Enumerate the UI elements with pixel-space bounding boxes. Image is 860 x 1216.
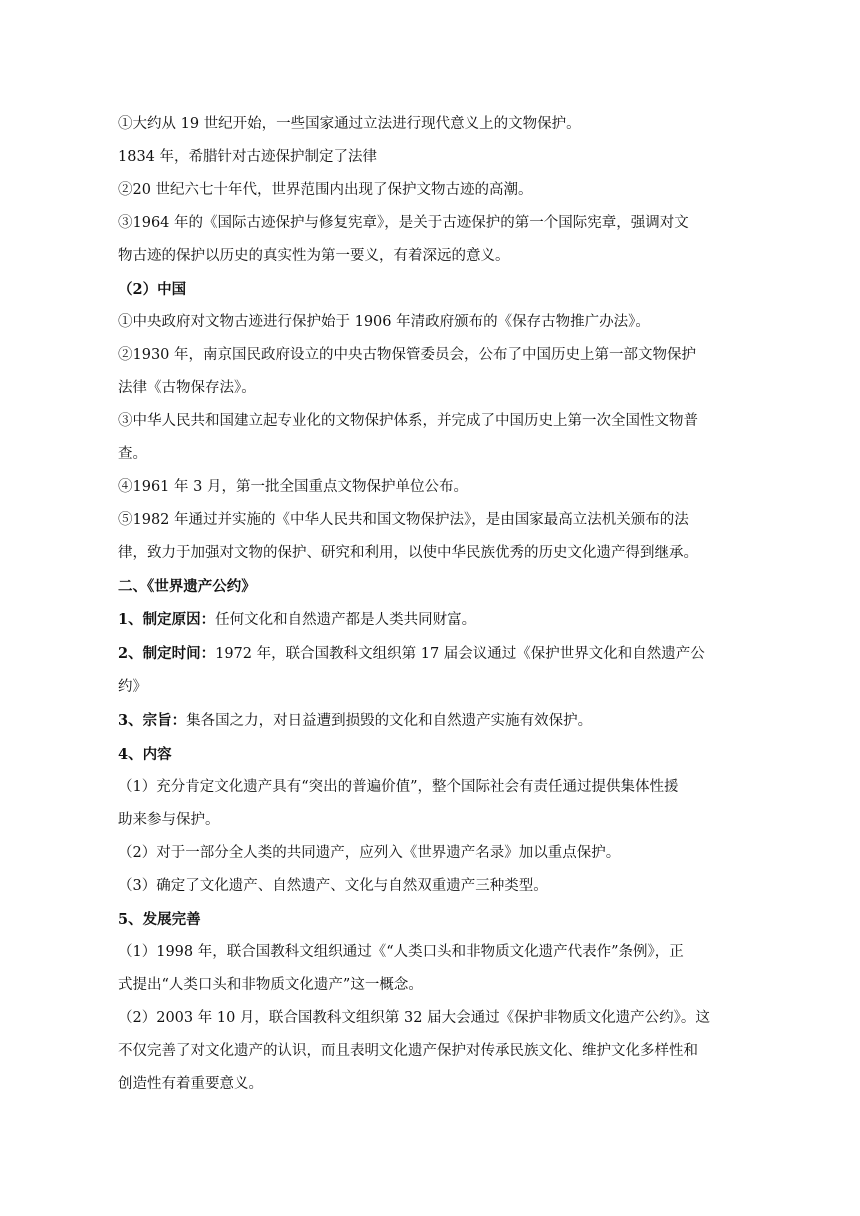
text-line: （1）充分肯定文化遗产具有“突出的普遍价值”，整个国际社会有责任通过提供集体性援 xyxy=(118,779,679,795)
text-line: ③中华人民共和国建立起专业化的文物保护体系，并完成了中国历史上第一次全国性文物普 xyxy=(118,413,698,429)
text-line: 助来参与保护。 xyxy=(118,812,220,828)
text-line: （2）对于一部分全人类的共同遗产，应列入《世界遗产名录》加以重点保护。 xyxy=(118,845,621,861)
item-label: 3、宗旨： xyxy=(118,712,187,729)
text-line: ③1964 年的《国际古迹保护与修复宪章》，是关于古迹保护的第一个国际宪章，强调对文 xyxy=(118,215,689,231)
item-time xyxy=(118,637,734,671)
section-heading-china: （2）中国 xyxy=(118,281,187,298)
item-label: 1、制定原因： xyxy=(118,611,216,628)
text-line: ⑤1982 年通过并实施的《中华人民共和国文物保护法》，是由国家最高立法机关颁布的法 xyxy=(118,512,689,528)
text-line: 不仅完善了对文化遗产的认识，而且表明文化遗产保护对传承民族文化、维护文化多样性和 xyxy=(118,1043,698,1059)
text-line: 约》 xyxy=(118,679,147,695)
section-heading-world-heritage: 二、《世界遗产公约》 xyxy=(118,578,256,595)
text-line: 法律《古物保存法》。 xyxy=(118,380,256,396)
document-page xyxy=(118,108,734,1101)
text-line: ②20 世纪六七十年代，世界范围内出现了保护文物古迹的高潮。 xyxy=(118,182,533,198)
text-line: ④1961 年 3 月，第一批全国重点文物保护单位公布。 xyxy=(118,479,468,495)
subheading-content: 4、内容 xyxy=(118,746,172,763)
item-text: 任何文化和自然遗产都是人类共同财富。 xyxy=(215,612,477,628)
text-line: 物古迹的保护以历史的真实性为第一要义，有着深远的意义。 xyxy=(118,248,510,264)
item-label: 2、制定时间： xyxy=(118,645,216,662)
text-line: ①大约从 19 世纪开始，一些国家通过立法进行现代意义上的文物保护。 xyxy=(118,116,581,132)
text-line: 查。 xyxy=(118,446,147,462)
text-line: 1834 年，希腊针对古迹保护制定了法律 xyxy=(118,149,378,165)
text-line: ②1930 年，南京国民政府设立的中央古物保管委员会，公布了中国历史上第一部文物保护 xyxy=(118,347,697,363)
text-line: 创造性有着重要意义。 xyxy=(118,1076,263,1092)
text-line: （2）2003 年 10 月，联合国教科文组织第 32 届大会通过《保护非物质文化遗产公约》。这 xyxy=(118,1010,710,1026)
item-text: 1972 年，联合国教科文组织第 17 届会议通过《保护世界文化和自然遗产公 xyxy=(215,646,705,662)
item-reason xyxy=(118,603,734,637)
item-purpose xyxy=(118,704,734,738)
text-line: 律，致力于加强对文物的保护、研究和利用，以使中华民族优秀的历史文化遗产得到继承。 xyxy=(118,545,698,561)
text-line: 式提出“人类口头和非物质文化遗产”这一概念。 xyxy=(118,977,423,993)
text-line: ①中央政府对文物古迹进行保护始于 1906 年清政府颁布的《保存古物推广办法》。 xyxy=(118,314,650,330)
subheading-development: 5、发展完善 xyxy=(118,911,201,928)
text-line: （1）1998 年，联合国教科文组织通过《“人类口头和非物质文化遗产代表作”条例》，正 xyxy=(118,944,684,960)
item-text: 集各国之力，对日益遭到损毁的文化和自然遗产实施有效保护。 xyxy=(186,713,593,729)
text-line: （3）确定了文化遗产、自然遗产、文化与自然双重遗产三种类型。 xyxy=(118,878,548,894)
